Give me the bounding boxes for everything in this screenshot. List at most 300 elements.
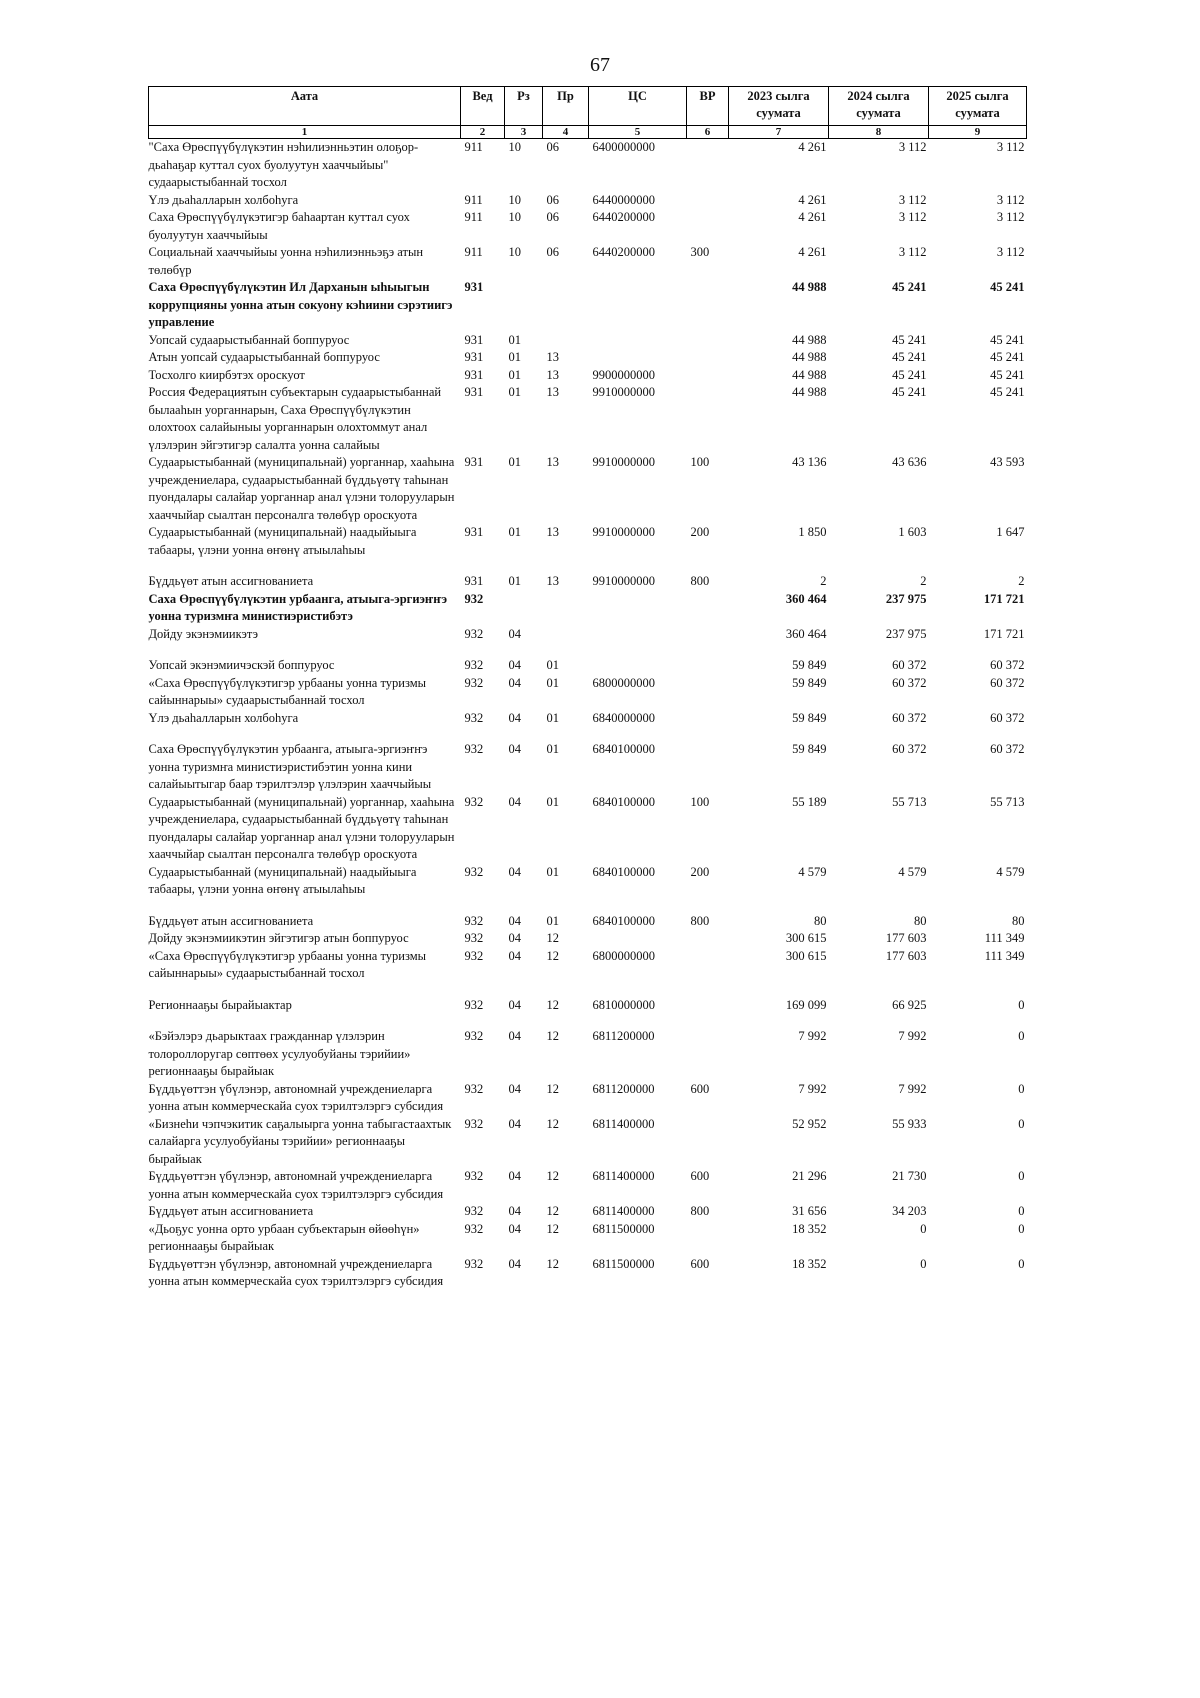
row-name: Регионнааҕы бырайыактар bbox=[148, 997, 292, 1012]
row-amount-2024: 3 112 bbox=[898, 210, 927, 224]
row-amount-2025: 1 647 bbox=[996, 525, 1025, 539]
row-amount-2024: 3 112 bbox=[898, 140, 927, 154]
row-amount-2023: 4 261 bbox=[798, 140, 827, 154]
row-ved: 932 bbox=[464, 1221, 484, 1236]
row-name: Саха Өрөспүүбүлүкэтин урбаанга, атыыга-эргиэҥҥэ уонна туризмҥа министиэристибэтин уонна кини салайыытыгар баар тэрилтэлэр үлэлэрин хааччыйыы bbox=[148, 742, 432, 791]
row-ved: 932 bbox=[464, 1029, 484, 1043]
row-amount-2024: 43 636 bbox=[892, 455, 927, 469]
row-amount-2024: 7 992 bbox=[898, 1081, 927, 1096]
column-number: 2 bbox=[461, 126, 505, 139]
table-row bbox=[149, 192, 1027, 210]
row-pr: 13 bbox=[546, 350, 559, 364]
row-pr bbox=[543, 591, 589, 626]
row-amount-2025: 171 721 bbox=[983, 626, 1025, 641]
row-amount-2025: 43 593 bbox=[990, 455, 1025, 469]
row-amount-2023: 59 849 bbox=[792, 658, 827, 672]
page-number: 67 bbox=[590, 54, 610, 76]
row-ved: 932 bbox=[464, 913, 484, 928]
row-cs: 9910000000 bbox=[592, 385, 655, 399]
row-rz: 10 bbox=[508, 245, 521, 259]
row-cs bbox=[589, 349, 687, 367]
row-rz: 01 bbox=[508, 574, 521, 588]
table-row bbox=[149, 864, 1027, 899]
row-rz: 04 bbox=[508, 742, 521, 756]
row-ved: 932 bbox=[464, 1169, 484, 1183]
row-vr: 200 bbox=[690, 864, 710, 879]
row-amount-2024: 45 241 bbox=[892, 367, 927, 382]
row-name: Россия Федерациятын субъектарын судаарыстыбаннай былааһын уорганнарын, Саха Өрөспүүбүлүкэтин олохтоох салайыныы уорганнарын олохтоммут анал үлэлэрин эйгэтигэр салалта уонна салайыы bbox=[148, 385, 442, 452]
row-vr bbox=[687, 139, 729, 192]
table-row bbox=[149, 139, 1027, 192]
row-amount-2024: 237 975 bbox=[885, 591, 927, 606]
column-number: 7 bbox=[729, 126, 829, 139]
row-cs: 6440200000 bbox=[592, 245, 655, 259]
row-name: «Бэйэлэрэ дьарыктаах гражданнар үлэлэрин толороллоругар сөптөөх усулуобуйаны тэрийии» регионнааҕы бырайыак bbox=[148, 1029, 411, 1078]
row-rz: 04 bbox=[508, 931, 521, 945]
row-cs: 6800000000 bbox=[592, 675, 655, 690]
row-cs: 6811500000 bbox=[592, 1256, 655, 1271]
row-vr: 300 bbox=[690, 245, 710, 259]
row-amount-2023: 44 988 bbox=[792, 280, 827, 294]
row-vr: 100 bbox=[690, 794, 710, 809]
row-amount-2023: 18 352 bbox=[792, 1256, 827, 1271]
table-row bbox=[149, 1256, 1027, 1291]
spacer-cell bbox=[149, 727, 1027, 741]
row-amount-2023: 80 bbox=[814, 913, 827, 928]
row-rz: 04 bbox=[508, 1221, 521, 1236]
row-amount-2023: 59 849 bbox=[792, 710, 827, 725]
row-rz: 10 bbox=[508, 140, 521, 154]
row-amount-2024: 60 372 bbox=[892, 675, 927, 690]
row-ved: 932 bbox=[464, 948, 484, 963]
row-amount-2025: 0 bbox=[1018, 1221, 1025, 1236]
row-name: "Саха Өрөспүүбүлүкэтин нэһилиэнньэтин олоҕор-дьаһаҕар куттал суох буолуутун хааччыйыы" судаарыстыбаннай тосхол bbox=[148, 140, 419, 189]
row-ved: 931 bbox=[464, 332, 484, 347]
row-pr: 06 bbox=[546, 192, 559, 207]
row-rz: 01 bbox=[508, 385, 521, 399]
row-spacer bbox=[149, 983, 1027, 997]
column-number: 3 bbox=[505, 126, 543, 139]
spacer-cell bbox=[149, 1014, 1027, 1028]
row-cs: 9910000000 bbox=[592, 574, 655, 588]
row-amount-2023: 4 261 bbox=[798, 245, 827, 259]
row-cs: 6811400000 bbox=[592, 1204, 655, 1218]
row-amount-2023: 4 579 bbox=[798, 864, 827, 879]
row-pr: 12 bbox=[546, 948, 559, 963]
row-vr bbox=[687, 367, 729, 385]
table-row bbox=[149, 209, 1027, 244]
row-spacer bbox=[149, 899, 1027, 913]
row-amount-2025: 171 721 bbox=[983, 591, 1025, 606]
row-ved: 932 bbox=[464, 1256, 484, 1271]
row-amount-2025: 2 bbox=[1018, 574, 1025, 588]
header-pr: Пр bbox=[543, 87, 589, 126]
row-amount-2023: 2 bbox=[820, 574, 827, 588]
row-pr: 12 bbox=[546, 1029, 559, 1043]
row-amount-2025: 111 349 bbox=[984, 931, 1025, 945]
table-row bbox=[149, 279, 1027, 332]
table-row bbox=[149, 244, 1027, 279]
row-amount-2023: 44 988 bbox=[792, 385, 827, 399]
spacer-cell bbox=[149, 983, 1027, 997]
row-amount-2025: 55 713 bbox=[990, 794, 1025, 809]
row-vr bbox=[687, 1028, 729, 1081]
row-cs: 6840000000 bbox=[592, 710, 655, 725]
row-vr: 200 bbox=[690, 525, 710, 539]
row-amount-2023: 360 464 bbox=[785, 626, 827, 641]
row-name: Судаарыстыбаннай (муниципальнай) наадыйыыга табаары, үлэни уонна өҥөнү атыылаһыы bbox=[148, 525, 417, 557]
row-name: Дойду экэнэмиикэтин эйгэтигэр атын боппуруос bbox=[148, 931, 409, 945]
table-row bbox=[149, 948, 1027, 983]
row-amount-2025: 60 372 bbox=[990, 675, 1025, 690]
row-amount-2025: 60 372 bbox=[990, 710, 1025, 725]
row-name: Уопсай судаарыстыбаннай боппуруос bbox=[148, 332, 350, 347]
row-pr: 12 bbox=[546, 1169, 559, 1183]
row-amount-2025: 4 579 bbox=[996, 864, 1025, 879]
row-pr: 06 bbox=[546, 210, 559, 224]
row-amount-2023: 7 992 bbox=[798, 1081, 827, 1096]
row-cs: 6440000000 bbox=[592, 192, 655, 207]
row-rz: 01 bbox=[508, 525, 521, 539]
row-vr: 800 bbox=[690, 574, 710, 588]
row-spacer bbox=[149, 727, 1027, 741]
row-amount-2024: 60 372 bbox=[892, 658, 927, 672]
row-amount-2025: 3 112 bbox=[996, 192, 1025, 207]
table-row bbox=[149, 1168, 1027, 1203]
row-name: Бүддьүөттэн үбүлэнэр, автономнай учреждениеларга уонна атын коммерческайа суох тэрилтэлэргэ субсидия bbox=[148, 1081, 444, 1113]
row-amount-2023: 300 615 bbox=[785, 948, 827, 963]
row-amount-2024: 45 241 bbox=[892, 280, 927, 294]
row-ved: 931 bbox=[464, 350, 484, 364]
row-amount-2025: 45 241 bbox=[990, 385, 1025, 399]
row-amount-2023: 59 849 bbox=[792, 742, 827, 756]
table-row bbox=[149, 675, 1027, 710]
row-cs bbox=[589, 626, 687, 644]
row-cs bbox=[589, 657, 687, 675]
row-rz: 01 bbox=[508, 455, 521, 469]
row-amount-2025: 3 112 bbox=[996, 140, 1025, 154]
row-amount-2025: 0 bbox=[1018, 1029, 1025, 1043]
row-cs: 6811400000 bbox=[592, 1169, 655, 1183]
row-name: Уопсай экэнэмиичэскэй боппуруос bbox=[148, 658, 335, 672]
row-amount-2025: 60 372 bbox=[990, 658, 1025, 672]
row-vr bbox=[687, 741, 729, 794]
row-vr bbox=[687, 675, 729, 710]
column-number: 9 bbox=[929, 126, 1027, 139]
row-amount-2024: 177 603 bbox=[885, 931, 927, 945]
table-row bbox=[149, 454, 1027, 524]
row-rz: 04 bbox=[508, 710, 521, 725]
row-rz: 04 bbox=[508, 658, 521, 672]
row-ved: 932 bbox=[464, 1081, 484, 1096]
row-cs: 6840100000 bbox=[592, 864, 655, 879]
row-name: «Саха Өрөспүүбүлүкэтигэр урбааны уонна туризмы сайыннарыы» судаарыстыбаннай тосхол bbox=[148, 675, 427, 707]
row-vr bbox=[687, 657, 729, 675]
row-ved: 932 bbox=[464, 658, 484, 672]
row-cs: 6840100000 bbox=[592, 913, 655, 928]
row-rz: 04 bbox=[508, 1081, 521, 1096]
row-name: Атын уопсай судаарыстыбаннай боппуруос bbox=[148, 350, 380, 364]
row-vr bbox=[687, 279, 729, 332]
table-row bbox=[149, 794, 1027, 864]
column-number: 4 bbox=[543, 126, 589, 139]
row-amount-2024: 3 112 bbox=[898, 245, 927, 259]
row-pr: 12 bbox=[546, 1204, 559, 1218]
row-name: Саха Өрөспүүбүлүкэтин Ил Дарханын ыһыыгын коррупцияны уонна атын сокуону кэһиини сэрэтиигэ управление bbox=[148, 280, 453, 329]
row-name: Бүддьүөттэн үбүлэнэр, автономнай учреждениеларга уонна атын коммерческайа суох тэрилтэлэргэ субсидия bbox=[148, 1256, 444, 1288]
row-ved: 932 bbox=[464, 742, 484, 756]
row-amount-2025: 3 112 bbox=[996, 210, 1025, 224]
row-pr bbox=[543, 332, 589, 350]
row-amount-2025: 45 241 bbox=[990, 280, 1025, 294]
header-ved: Вед bbox=[461, 87, 505, 126]
row-rz: 04 bbox=[508, 626, 521, 641]
row-amount-2023: 44 988 bbox=[792, 332, 827, 347]
row-amount-2024: 45 241 bbox=[892, 385, 927, 399]
row-rz: 04 bbox=[508, 1116, 521, 1131]
row-amount-2024: 80 bbox=[914, 913, 927, 928]
row-name: «Дьоҕус уонна орто урбаан субъектарын өйөөһүн» регионнааҕы бырайыак bbox=[148, 1221, 420, 1253]
row-amount-2025: 111 349 bbox=[984, 948, 1025, 963]
row-vr bbox=[687, 591, 729, 626]
row-amount-2025: 0 bbox=[1018, 1256, 1025, 1271]
row-rz: 04 bbox=[508, 1204, 521, 1218]
row-pr: 01 bbox=[546, 794, 559, 809]
row-amount-2024: 55 933 bbox=[892, 1116, 927, 1131]
row-cs: 6840100000 bbox=[592, 742, 655, 756]
column-number: 5 bbox=[589, 126, 687, 139]
row-pr: 12 bbox=[546, 997, 559, 1012]
row-amount-2025: 3 112 bbox=[996, 245, 1025, 259]
row-amount-2023: 43 136 bbox=[792, 455, 827, 469]
row-name: Социальнай хааччыйыы уонна нэһилиэнньэҕэ атын төлөбүр bbox=[148, 245, 424, 277]
row-amount-2024: 1 603 bbox=[898, 525, 927, 539]
row-amount-2024: 66 925 bbox=[892, 997, 927, 1012]
row-rz: 01 bbox=[508, 350, 521, 364]
row-pr: 12 bbox=[546, 1116, 559, 1131]
row-amount-2023: 18 352 bbox=[792, 1221, 827, 1236]
table-row bbox=[149, 1081, 1027, 1116]
row-pr bbox=[543, 626, 589, 644]
row-cs bbox=[589, 279, 687, 332]
row-vr: 800 bbox=[690, 1204, 710, 1218]
row-pr: 01 bbox=[546, 658, 559, 672]
header-year-2024: 2024 сылга суумата bbox=[829, 87, 929, 126]
row-pr: 13 bbox=[546, 574, 559, 588]
row-amount-2023: 4 261 bbox=[798, 192, 827, 207]
row-amount-2024: 45 241 bbox=[892, 332, 927, 347]
row-amount-2024: 177 603 bbox=[885, 948, 927, 963]
spacer-cell bbox=[149, 899, 1027, 913]
column-number: 6 bbox=[687, 126, 729, 139]
row-cs bbox=[589, 930, 687, 948]
row-cs: 6400000000 bbox=[592, 140, 655, 154]
table-row bbox=[149, 913, 1027, 931]
row-cs: 6811200000 bbox=[592, 1029, 655, 1043]
row-amount-2023: 52 952 bbox=[792, 1116, 827, 1131]
row-rz: 04 bbox=[508, 675, 521, 690]
row-vr bbox=[687, 626, 729, 644]
row-amount-2024: 34 203 bbox=[892, 1204, 927, 1218]
row-cs: 6800000000 bbox=[592, 948, 655, 963]
row-amount-2023: 59 849 bbox=[792, 675, 827, 690]
spacer-cell bbox=[149, 559, 1027, 573]
row-amount-2025: 0 bbox=[1018, 1081, 1025, 1096]
row-ved: 931 bbox=[464, 455, 484, 469]
row-name: Тосхолго киирбэтэх ороскуот bbox=[148, 367, 305, 382]
row-ved: 932 bbox=[464, 710, 484, 725]
row-vr bbox=[687, 930, 729, 948]
table-row bbox=[149, 367, 1027, 385]
row-amount-2024: 237 975 bbox=[885, 626, 927, 641]
row-rz: 04 bbox=[508, 1169, 521, 1183]
row-amount-2023: 44 988 bbox=[792, 350, 827, 364]
row-vr bbox=[687, 1116, 729, 1169]
row-amount-2023: 7 992 bbox=[798, 1029, 827, 1043]
row-amount-2023: 21 296 bbox=[792, 1169, 827, 1183]
row-spacer bbox=[149, 1014, 1027, 1028]
row-rz: 04 bbox=[508, 997, 521, 1012]
row-vr: 600 bbox=[690, 1081, 710, 1096]
row-pr: 13 bbox=[546, 455, 559, 469]
table-row bbox=[149, 332, 1027, 350]
row-name: Бүддьүөт атын ассигнованиета bbox=[148, 574, 314, 588]
row-vr bbox=[687, 948, 729, 983]
spacer-cell bbox=[149, 643, 1027, 657]
row-vr bbox=[687, 209, 729, 244]
table-row bbox=[149, 626, 1027, 644]
row-cs: 6811200000 bbox=[592, 1081, 655, 1096]
header-rz: Рз bbox=[505, 87, 543, 126]
row-ved: 932 bbox=[464, 997, 484, 1012]
table-row bbox=[149, 657, 1027, 675]
row-ved: 932 bbox=[464, 1116, 484, 1131]
row-amount-2024: 21 730 bbox=[892, 1169, 927, 1183]
header-year-2023: 2023 сылга суумата bbox=[729, 87, 829, 126]
row-name: Үлэ дьаһалларын холбоһуга bbox=[148, 710, 299, 725]
row-amount-2025: 45 241 bbox=[990, 367, 1025, 382]
row-ved: 931 bbox=[464, 385, 484, 399]
row-pr: 12 bbox=[546, 1081, 559, 1096]
row-rz bbox=[505, 591, 543, 626]
row-amount-2023: 44 988 bbox=[792, 367, 827, 382]
row-amount-2025: 80 bbox=[1012, 913, 1025, 928]
header-cs: ЦС bbox=[589, 87, 687, 126]
table-row bbox=[149, 1116, 1027, 1169]
row-cs bbox=[589, 591, 687, 626]
row-ved: 911 bbox=[464, 245, 483, 259]
row-amount-2024: 60 372 bbox=[892, 710, 927, 725]
row-amount-2023: 31 656 bbox=[792, 1204, 827, 1218]
header-name: Аата bbox=[149, 87, 461, 126]
row-cs: 6840100000 bbox=[592, 794, 655, 809]
column-number: 8 bbox=[829, 126, 929, 139]
row-rz: 04 bbox=[508, 1029, 521, 1043]
row-pr: 01 bbox=[546, 742, 559, 756]
row-pr: 01 bbox=[546, 675, 559, 690]
row-amount-2023: 4 261 bbox=[798, 210, 827, 224]
row-amount-2024: 7 992 bbox=[898, 1029, 927, 1043]
row-rz: 04 bbox=[508, 1256, 521, 1271]
row-rz: 10 bbox=[508, 192, 521, 207]
table-row bbox=[149, 349, 1027, 367]
row-ved: 932 bbox=[464, 591, 484, 606]
row-name: Бүддьүөттэн үбүлэнэр, автономнай учреждениеларга уонна атын коммерческайа суох тэрилтэлэргэ субсидия bbox=[148, 1169, 444, 1201]
row-name: «Бизнеһи чэпчэкитик саҕалыырга уонна табыгастаахтык салайарга усулуобуйаны тэрийии» регионнааҕы бырайыак bbox=[148, 1116, 452, 1166]
row-amount-2024: 45 241 bbox=[892, 350, 927, 364]
row-vr bbox=[687, 332, 729, 350]
row-pr: 01 bbox=[546, 710, 559, 725]
row-vr bbox=[687, 384, 729, 454]
table-row bbox=[149, 710, 1027, 728]
row-name: «Саха Өрөспүүбүлүкэтигэр урбааны уонна туризмы сайыннарыы» судаарыстыбаннай тосхол bbox=[148, 948, 427, 980]
row-rz: 04 bbox=[508, 794, 521, 809]
row-vr bbox=[687, 192, 729, 210]
row-amount-2023: 360 464 bbox=[785, 591, 827, 606]
row-cs bbox=[589, 332, 687, 350]
table-body bbox=[149, 139, 1027, 1291]
header-vr: ВР bbox=[687, 87, 729, 126]
row-name: Судаарыстыбаннай (муниципальнай) уорганнар, хааһына учреждениелара, судаарыстыбаннай бүддьүөтү таһынан пуондалары салайар уорганнар анал үлэни толорууларын хааччыйар сыалтан персоналга төлөбүр ороскуота bbox=[148, 455, 455, 522]
table-row bbox=[149, 524, 1027, 559]
row-vr bbox=[687, 1221, 729, 1256]
row-ved: 911 bbox=[464, 140, 483, 154]
row-pr: 01 bbox=[546, 913, 559, 928]
row-cs: 6811500000 bbox=[592, 1221, 655, 1236]
table-row bbox=[149, 997, 1027, 1015]
table-row bbox=[149, 1028, 1027, 1081]
row-pr bbox=[543, 279, 589, 332]
table-row bbox=[149, 930, 1027, 948]
row-ved: 911 bbox=[464, 210, 483, 224]
row-cs: 6811400000 bbox=[592, 1116, 655, 1131]
row-pr: 06 bbox=[546, 140, 559, 154]
row-ved: 931 bbox=[464, 574, 484, 588]
row-vr: 600 bbox=[690, 1169, 710, 1183]
row-pr: 12 bbox=[546, 1256, 559, 1271]
row-ved: 931 bbox=[464, 280, 484, 294]
row-rz: 04 bbox=[508, 948, 521, 963]
table-row bbox=[149, 573, 1027, 591]
row-pr: 13 bbox=[546, 385, 559, 399]
row-cs: 9900000000 bbox=[592, 367, 655, 382]
column-number: 1 bbox=[149, 126, 461, 139]
row-amount-2025: 60 372 bbox=[990, 742, 1025, 756]
row-ved: 932 bbox=[464, 931, 484, 945]
row-amount-2023: 1 850 bbox=[798, 525, 827, 539]
table-row bbox=[149, 591, 1027, 626]
row-amount-2024: 4 579 bbox=[898, 864, 927, 879]
table-row bbox=[149, 384, 1027, 454]
row-pr: 12 bbox=[546, 931, 559, 945]
budget-table bbox=[148, 86, 1027, 1291]
table-header-row bbox=[149, 87, 1027, 126]
row-pr: 13 bbox=[546, 367, 559, 382]
row-amount-2025: 0 bbox=[1018, 1116, 1025, 1131]
row-vr bbox=[687, 997, 729, 1015]
row-amount-2023: 55 189 bbox=[792, 794, 827, 809]
budget-table-container bbox=[148, 86, 1026, 1291]
row-amount-2024: 3 112 bbox=[898, 192, 927, 207]
row-spacer bbox=[149, 643, 1027, 657]
row-vr: 100 bbox=[690, 455, 710, 469]
row-vr bbox=[687, 710, 729, 728]
row-cs: 9910000000 bbox=[592, 525, 655, 539]
row-rz: 04 bbox=[508, 864, 521, 879]
row-vr: 600 bbox=[690, 1256, 710, 1271]
row-rz: 01 bbox=[508, 332, 521, 347]
row-rz: 10 bbox=[508, 210, 521, 224]
